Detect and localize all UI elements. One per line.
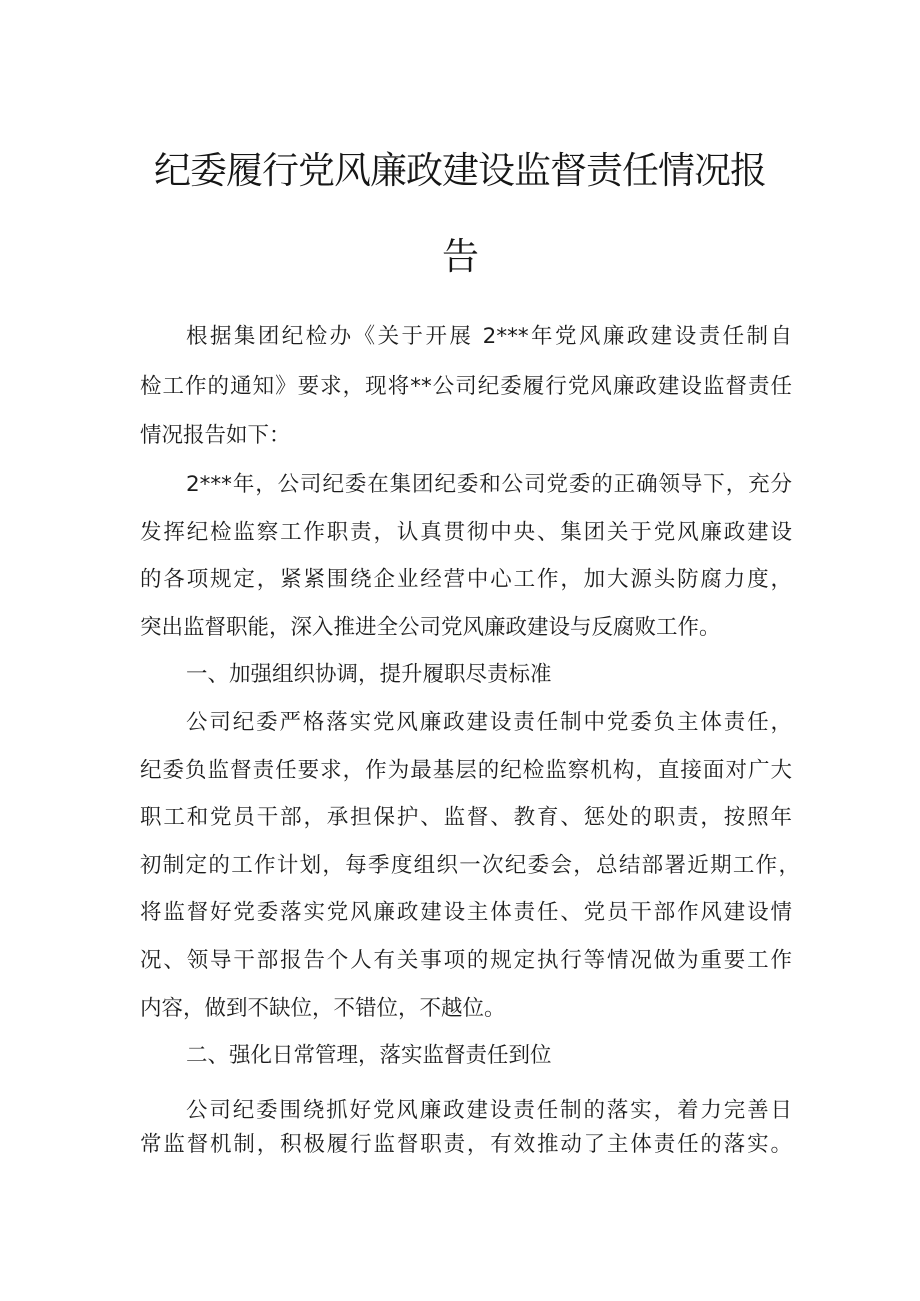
- overview-line-3: 的各项规定，紧紧围绕企业经营中心工作，加大源头防腐力度，: [140, 567, 792, 592]
- section-2-line-1: 公司纪委围绕抓好党风廉政建设责任制的落实，着力完善日: [186, 1098, 792, 1123]
- overview-line-1: 2***年，公司纪委在集团纪委和公司党委的正确领导下，充分: [186, 472, 792, 497]
- document-title-line-2: 告: [442, 235, 478, 278]
- intro-line-1: 根据集团纪检办《关于开展 2***年党风廉政建设责任制自: [186, 324, 792, 349]
- section-1-line-4: 初制定的工作计划，每季度组织一次纪委会，总结部署近期工作，: [140, 853, 800, 878]
- overview-line-2: 发挥纪检监察工作职责，认真贯彻中央、集团关于党风廉政建设: [140, 520, 792, 545]
- section-2-line-2: 常监督机制，积极履行监督职责，有效推动了主体责任的落实。: [140, 1132, 792, 1157]
- overview-line-4: 突出监督职能，深入推进全公司党风廉政建设与反腐败工作。: [140, 615, 721, 640]
- intro-line-2: 检工作的通知》要求，现将**公司纪委履行党风廉政建设监督责任: [140, 374, 792, 399]
- section-1-line-1: 公司纪委严格落实党风廉政建设责任制中党委负主体责任，: [186, 710, 792, 735]
- section-1-line-5: 将监督好党委落实党风廉政建设主体责任、党员干部作风建设情: [140, 900, 792, 925]
- intro-line-3: 情况报告如下：: [140, 423, 291, 448]
- document-title-line-1: 纪委履行党风廉政建设监督责任情况报: [154, 149, 766, 192]
- section-1-line-6: 况、领导干部报告个人有关事项的规定执行等情况做为重要工作: [140, 948, 792, 973]
- section-1-line-2: 纪委负监督责任要求，作为最基层的纪检监察机构，直接面对广大: [140, 758, 792, 783]
- section-2-heading: 二、强化日常管理，落实监督责任到位: [186, 1043, 552, 1068]
- section-1-line-7: 内容，做到不缺位，不错位，不越位。: [140, 996, 506, 1021]
- section-1-heading: 一、加强组织协调，提升履职尽责标准: [186, 662, 552, 687]
- section-1-line-3: 职工和党员干部，承担保护、监督、教育、惩处的职责，按照年: [140, 805, 792, 830]
